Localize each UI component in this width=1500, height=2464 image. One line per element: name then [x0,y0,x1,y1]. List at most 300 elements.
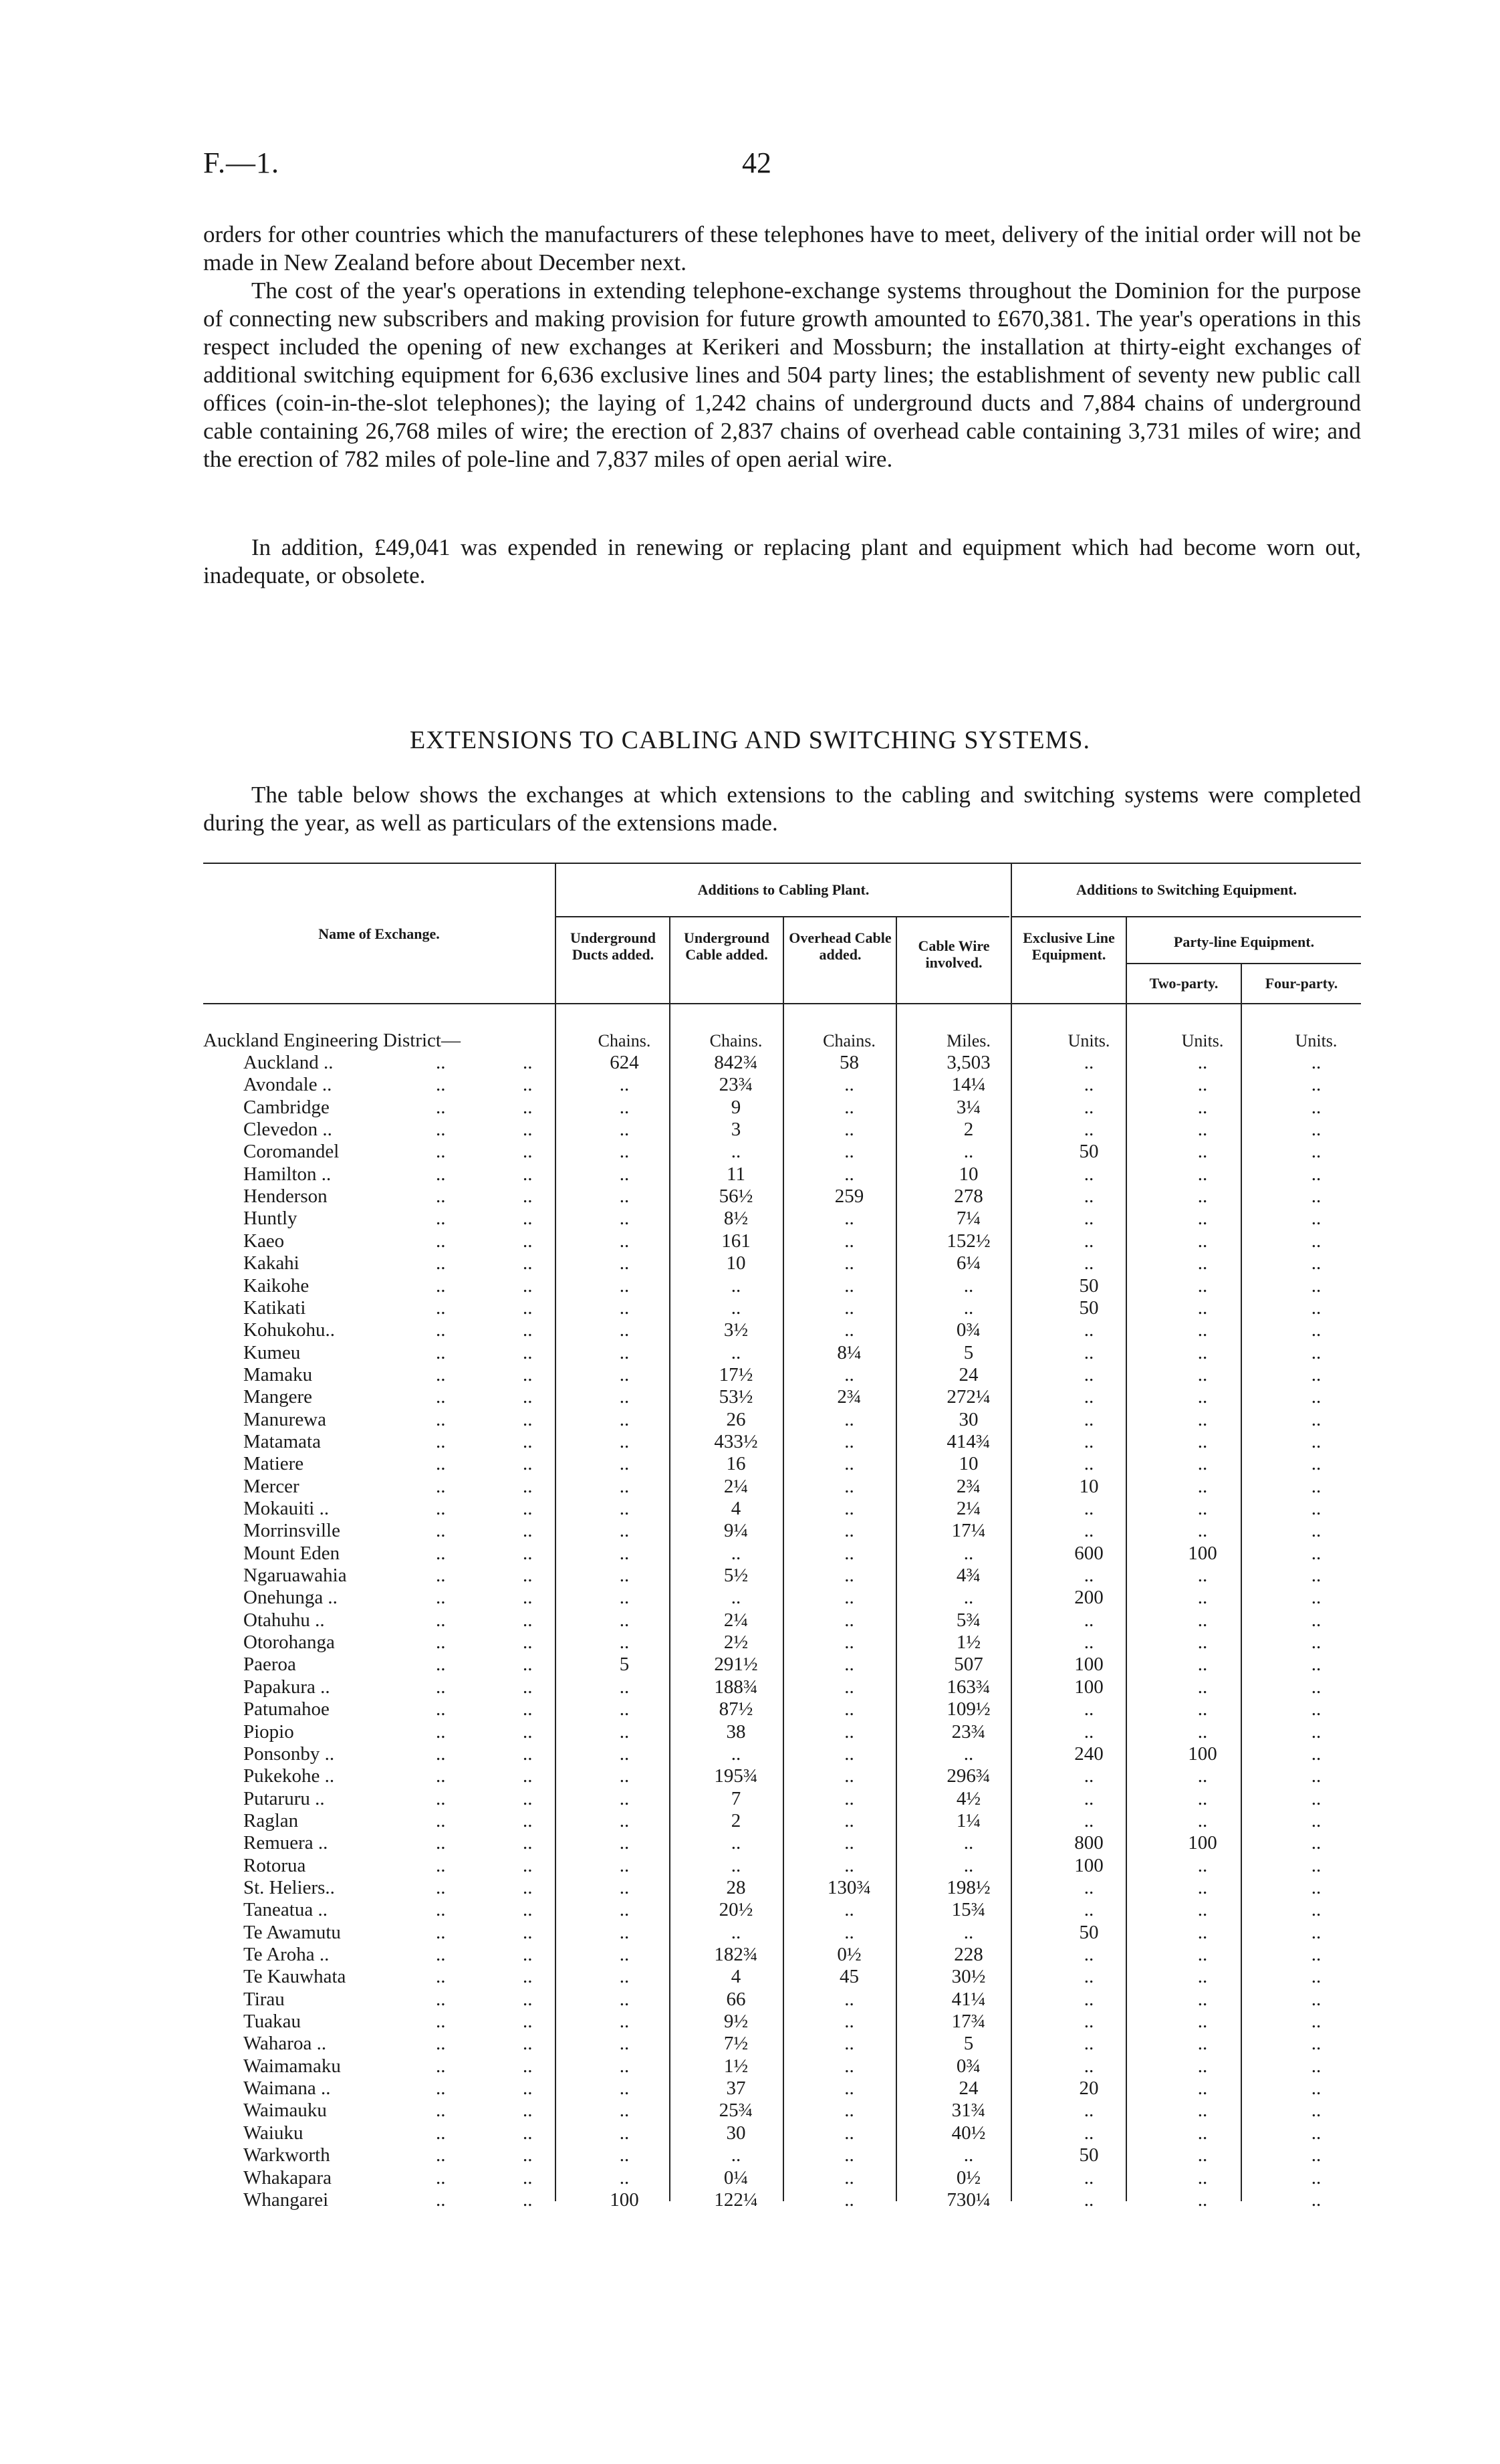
ug-cable-cell: 30 [726,2122,746,2144]
exclusive-cell: .. [1084,1386,1094,1408]
ug-cable-cell: 9¼ [723,1520,749,1542]
ducts-cell: .. [619,1274,630,1297]
leader-dots: .. [523,1119,533,1141]
oh-cable-cell: .. [844,1208,854,1230]
leader-dots: .. [436,1832,446,1854]
oh-cable-cell: .. [844,1408,854,1430]
oh-cable-cell: .. [844,2166,854,2189]
table-row [203,1409,1361,1431]
unit-label: Chains. [823,1031,876,1050]
ug-cable-cell: 188¾ [714,1676,758,1698]
four-party-cell: .. [1311,1944,1322,1965]
exclusive-cell: 100 [1074,1854,1104,1876]
leader-dots: .. [523,2055,533,2077]
wire-cell: 2¼ [956,1498,981,1519]
leader-dots: .. [523,1809,533,1831]
wire-cell: 0¾ [956,1319,981,1341]
two-party-cell: .. [1197,1430,1208,1452]
exchange-name: Hamilton .. [243,1163,332,1185]
leader-dots: .. [436,2166,446,2189]
leader-dots: .. [523,1274,533,1297]
wire-cell: 228 [954,1944,983,1965]
ug-cable-cell: .. [731,1921,741,1943]
exclusive-cell: 50 [1079,1297,1099,1319]
leader-dots: .. [523,1052,533,1073]
wire-cell: 2 [963,1119,974,1141]
exclusive-cell: .. [1084,1609,1094,1631]
leader-dots: .. [523,1408,533,1430]
leader-dots: .. [436,1609,446,1631]
oh-cable-cell: 8¼ [837,1341,862,1363]
header-two-party: Two-party. [1149,975,1219,992]
exclusive-cell: .. [1084,1698,1094,1720]
exclusive-cell: .. [1084,1252,1094,1274]
ug-cable-cell: 0¼ [723,2166,749,2189]
unit-label: Units. [1295,1031,1338,1050]
exchange-name: Mokauiti .. [243,1498,330,1519]
ducts-cell: .. [619,1119,630,1141]
ug-cable-cell: 4 [731,1498,741,1519]
wire-cell: 23¾ [951,1720,986,1743]
leader-dots: .. [436,1208,446,1230]
two-party-cell: .. [1197,1096,1208,1118]
leader-dots: .. [523,1944,533,1965]
exchange-name: Putaruru .. [243,1787,325,1809]
table-row [203,1587,1361,1609]
four-party-cell: .. [1311,2189,1322,2211]
two-party-cell: .. [1197,1341,1208,1363]
ducts-cell: .. [619,2122,630,2144]
exclusive-cell: .. [1084,1186,1094,1208]
ducts-cell: .. [619,1520,630,1542]
two-party-cell: .. [1197,1587,1208,1609]
ducts-cell: .. [619,1319,630,1341]
ducts-cell: .. [619,1966,630,1988]
ducts-cell: .. [619,1252,630,1274]
four-party-cell: .. [1311,1632,1322,1654]
two-party-cell: .. [1197,2122,1208,2144]
ducts-cell: .. [619,2144,630,2166]
wire-cell: 152½ [947,1230,991,1252]
exchange-name: Mount Eden [243,1542,340,1564]
exchange-name: Te Awamutu [243,1921,341,1943]
exclusive-cell: .. [1084,1052,1094,1073]
wire-cell: 730¼ [947,2189,991,2211]
table-row [203,1476,1361,1498]
two-party-cell: .. [1197,1186,1208,1208]
leader-dots: .. [523,1453,533,1475]
exclusive-cell: 100 [1074,1654,1104,1676]
four-party-cell: .. [1311,1698,1322,1720]
ducts-cell: .. [619,1230,630,1252]
wire-cell: .. [963,1274,974,1297]
oh-cable-cell: .. [844,1363,854,1385]
table-row [203,1141,1361,1163]
leader-dots: .. [436,1787,446,1809]
ducts-cell: .. [619,1408,630,1430]
paragraph-continuation: orders for other countries which the manufacturers of these telephones have to meet, delivery of the initial order will not be made in New Zealand before about December next. [203,221,1361,275]
leader-dots: .. [523,1609,533,1631]
table-row [203,1074,1361,1096]
table-row [203,1297,1361,1319]
wire-cell: .. [963,1587,974,1609]
two-party-cell: .. [1197,1052,1208,1073]
exclusive-cell: 50 [1079,1921,1099,1943]
leader-dots: .. [523,1520,533,1542]
leader-dots: .. [436,1141,446,1163]
table-row [203,1052,1361,1074]
exclusive-cell: 10 [1079,1475,1099,1497]
wire-cell: 507 [954,1654,983,1676]
four-party-cell: .. [1311,1208,1322,1230]
wire-cell: 163¾ [947,1676,991,1698]
ug-cable-cell: 87½ [719,1698,753,1720]
exclusive-cell: .. [1084,2011,1094,2033]
leader-dots: .. [436,1230,446,1252]
table-row [203,2100,1361,2122]
four-party-cell: .. [1311,1430,1322,1452]
ug-cable-cell: 161 [721,1230,751,1252]
leader-dots: .. [436,1876,446,1898]
oh-cable-cell: .. [844,2100,854,2122]
four-party-cell: .. [1311,1386,1322,1408]
two-party-cell: .. [1197,1230,1208,1252]
oh-cable-cell: .. [844,1743,854,1765]
two-party-cell: .. [1197,1520,1208,1542]
exchange-name: Piopio [243,1720,294,1743]
leader-dots: .. [436,1363,446,1385]
table-row [203,1676,1361,1698]
oh-cable-cell: .. [844,1854,854,1876]
exchange-name: Warkworth [243,2144,330,2166]
leader-dots: .. [523,1230,533,1252]
exclusive-cell: .. [1084,1520,1094,1542]
section-intro: The table below shows the exchanges at which extensions to the cabling and switching systems were completed during the year, as well as particulars of the extensions made. [203,782,1361,836]
four-party-cell: .. [1311,1119,1322,1141]
ug-cable-cell: 66 [726,1988,746,2010]
unit-label: Units. [1068,1031,1110,1050]
four-party-cell: .. [1311,2144,1322,2166]
two-party-cell: .. [1197,1565,1208,1587]
two-party-cell: .. [1197,1386,1208,1408]
header-switching-group: Additions to Switching Equipment. [1076,881,1297,898]
table-row [203,2055,1361,2078]
four-party-cell: .. [1311,1988,1322,2010]
leader-dots: .. [523,1565,533,1587]
two-party-cell: .. [1197,2055,1208,2077]
oh-cable-cell: .. [844,1988,854,2010]
ug-cable-cell: 2¼ [723,1475,749,1497]
exclusive-cell: .. [1084,2166,1094,2189]
four-party-cell: .. [1311,1720,1322,1743]
ducts-cell: .. [619,1743,630,1765]
two-party-cell: .. [1197,1854,1208,1876]
two-party-cell: .. [1197,2144,1208,2166]
table-row [203,1364,1361,1386]
wire-cell: 40½ [951,2122,986,2144]
two-party-cell: 100 [1188,1743,1217,1765]
exclusive-cell: .. [1084,1787,1094,1809]
two-party-cell: .. [1197,1921,1208,1943]
leader-dots: .. [523,1899,533,1921]
oh-cable-cell: 130¾ [827,1876,872,1898]
two-party-cell: .. [1197,1453,1208,1475]
exchange-name: Coromandel [243,1141,340,1163]
oh-cable-cell: .. [844,1319,854,1341]
table-row [203,1520,1361,1542]
oh-cable-cell: .. [844,1274,854,1297]
ducts-cell: .. [619,1096,630,1118]
two-party-cell: .. [1197,1966,1208,1988]
wire-cell: .. [963,1832,974,1854]
four-party-cell: .. [1311,1565,1322,1587]
table-top-rule [203,863,1361,864]
wire-cell: .. [963,2144,974,2166]
ducts-cell: .. [619,1787,630,1809]
ug-cable-cell: 2½ [723,1632,749,1654]
leader-dots: .. [523,1363,533,1385]
two-party-cell: .. [1197,1141,1208,1163]
exchange-name: Tuakau [243,2011,301,2033]
exchange-name: Waimauku [243,2100,327,2122]
wire-cell: 3¼ [956,1096,981,1118]
exchange-name: Onehunga .. [243,1587,338,1609]
ducts-cell: .. [619,1430,630,1452]
ug-cable-cell: 9½ [723,2011,749,2033]
two-party-cell: .. [1197,1787,1208,1809]
leader-dots: .. [436,1542,446,1564]
leader-dots: .. [436,1632,446,1654]
ug-cable-cell: .. [731,1542,741,1564]
ducts-cell: .. [619,2166,630,2189]
ug-cable-cell: 16 [726,1453,746,1475]
wire-cell: .. [963,1854,974,1876]
ducts-cell: .. [619,1587,630,1609]
leader-dots: .. [436,1297,446,1319]
switching-group-rule [1012,916,1361,917]
exclusive-cell: .. [1084,1363,1094,1385]
four-party-cell: .. [1311,1921,1322,1943]
ducts-cell: 624 [610,1052,639,1073]
exchange-name: Pukekohe .. [243,1765,335,1787]
exchange-name: Clevedon .. [243,1119,332,1141]
wire-cell: 7¼ [956,1208,981,1230]
ducts-cell: .. [619,1988,630,2010]
table-row [203,1319,1361,1341]
ducts-cell: .. [619,1765,630,1787]
ducts-cell: .. [619,1341,630,1363]
wire-cell: 24 [959,2078,979,2100]
leader-dots: .. [436,1854,446,1876]
table-row [203,1877,1361,1899]
table-row [203,1119,1361,1141]
leader-dots: .. [523,1542,533,1564]
exclusive-cell: 20 [1079,2078,1099,2100]
oh-cable-cell: .. [844,2033,854,2055]
exchange-name: Remuera .. [243,1832,328,1854]
leader-dots: .. [436,1765,446,1787]
section-title: EXTENSIONS TO CABLING AND SWITCHING SYSTEMS. [410,726,1090,754]
leader-dots: .. [436,1386,446,1408]
oh-cable-cell: 58 [840,1052,859,1073]
leader-dots: .. [436,1274,446,1297]
exclusive-cell: .. [1084,1074,1094,1096]
leader-dots: .. [436,1587,446,1609]
exclusive-cell: .. [1084,1163,1094,1185]
two-party-cell: .. [1197,1319,1208,1341]
exclusive-cell: .. [1084,1341,1094,1363]
header-ducts: Underground Ducts added. [570,929,656,963]
ug-cable-cell: 20½ [719,1899,753,1921]
four-party-cell: .. [1311,1453,1322,1475]
four-party-cell: .. [1311,1520,1322,1542]
leader-dots: .. [436,2011,446,2033]
exchange-name: Whangarei [243,2189,329,2211]
four-party-cell: .. [1311,1475,1322,1497]
exclusive-cell: .. [1084,1565,1094,1587]
oh-cable-cell: .. [844,2055,854,2077]
leader-dots: .. [436,1966,446,1988]
leader-dots: .. [436,1052,446,1073]
oh-cable-cell: .. [844,1297,854,1319]
four-party-cell: .. [1311,1966,1322,1988]
table-row [203,1966,1361,1988]
four-party-cell: .. [1311,1876,1322,1898]
leader-dots: .. [523,1297,533,1319]
exchange-name: Waimamaku [243,2055,341,2077]
wire-cell: 6¼ [956,1252,981,1274]
ducts-cell: .. [619,1163,630,1185]
exclusive-cell: .. [1084,1944,1094,1965]
exchange-name: Cambridge [243,1096,330,1118]
ducts-cell: .. [619,1565,630,1587]
ducts-cell: .. [619,1297,630,1319]
leader-dots: .. [523,1854,533,1876]
wire-cell: 2¾ [956,1475,981,1497]
exclusive-cell: 50 [1079,1274,1099,1297]
table-row [203,1498,1361,1520]
leader-dots: .. [523,2166,533,2189]
exchange-name: Manurewa [243,1408,327,1430]
ug-cable-cell: 195¾ [714,1765,758,1787]
oh-cable-cell: .. [844,2122,854,2144]
leader-dots: .. [436,1988,446,2010]
leader-dots: .. [523,1163,533,1185]
two-party-cell: .. [1197,1163,1208,1185]
exchange-name: Waimana .. [243,2078,331,2100]
wire-cell: .. [963,1141,974,1163]
leader-dots: .. [436,1676,446,1698]
four-party-cell: .. [1311,1832,1322,1854]
ug-cable-cell: 7½ [723,2033,749,2055]
four-party-cell: .. [1311,1542,1322,1564]
exclusive-cell: .. [1084,1632,1094,1654]
table-row [203,2078,1361,2100]
four-party-cell: .. [1311,2166,1322,2189]
ug-cable-cell: 3 [731,1119,741,1141]
four-party-cell: .. [1311,1074,1322,1096]
ug-cable-cell: 23¾ [719,1074,753,1096]
four-party-cell: .. [1311,2033,1322,2055]
leader-dots: .. [523,1341,533,1363]
exchange-name: Kumeu [243,1341,301,1363]
table-row [203,1922,1361,1944]
exclusive-cell: .. [1084,1453,1094,1475]
leader-dots: .. [523,1096,533,1118]
ducts-cell: .. [619,1453,630,1475]
oh-cable-cell: .. [844,1632,854,1654]
paragraph-cost: The cost of the year's operations in extending telephone-exchange systems throughout the Dominion for the purpose of connecting new subscribers and making provision for future growth amounted to £670,381. The year's operations in this respect included the opening of new exchanges at Kerikeri and Mossburn; the installation at thirty-eight exchanges of additional switching equipment for 6,636 exclusive lines and 504 party lines; the establishment of seventy new public call offices (coin-in-the-slot telephones); the laying of 1,242 chains of underground ducts and 7,884 chains of underground cable containing 26,768 miles of wire; the erection of 2,837 chains of overhead cable containing 3,731 miles of wire; and the erection of 782 miles of pole-line and 7,837 miles of open aerial wire. [203,277,1361,472]
ducts-cell: .. [619,2078,630,2100]
wire-cell: 0¾ [956,2055,981,2077]
ug-cable-cell: .. [731,2144,741,2166]
ug-cable-cell: 37 [726,2078,746,2100]
exchange-name: Avondale .. [243,1074,332,1096]
table-row [203,1765,1361,1787]
leader-dots: .. [436,1520,446,1542]
exclusive-cell: .. [1084,1720,1094,1743]
ducts-cell: .. [619,1363,630,1385]
ug-cable-cell: .. [731,1274,741,1297]
oh-cable-cell: .. [844,1230,854,1252]
oh-cable-cell: .. [844,2144,854,2166]
four-party-cell: .. [1311,1341,1322,1363]
ducts-cell: .. [619,1676,630,1698]
wire-cell: 14¼ [951,1074,986,1096]
two-party-cell: .. [1197,1654,1208,1676]
four-party-cell: .. [1311,1274,1322,1297]
leader-dots: .. [436,1565,446,1587]
two-party-cell: .. [1197,2078,1208,2100]
oh-cable-cell: .. [844,1587,854,1609]
two-party-cell: .. [1197,1363,1208,1385]
table-row [203,1899,1361,1921]
leader-dots: .. [436,1252,446,1274]
exchange-name: Katikati [243,1297,306,1319]
oh-cable-cell: .. [844,1453,854,1475]
table-row [203,2144,1361,2166]
oh-cable-cell: .. [844,1899,854,1921]
ducts-cell: .. [619,1141,630,1163]
ug-cable-cell: .. [731,1743,741,1765]
two-party-cell: .. [1197,1208,1208,1230]
leader-dots: .. [436,1921,446,1943]
leader-dots: .. [523,1743,533,1765]
wire-cell: 17¾ [951,2011,986,2033]
leader-dots: .. [523,1475,533,1497]
table-row [203,1386,1361,1408]
leader-dots: .. [523,1676,533,1698]
unit-label: Units. [1181,1031,1224,1050]
four-party-cell: .. [1311,1787,1322,1809]
table-row [203,1832,1361,1854]
table-row [203,1698,1361,1720]
four-party-cell: .. [1311,1609,1322,1631]
two-party-cell: .. [1197,1698,1208,1720]
ducts-cell: .. [619,1074,630,1096]
table-row [203,2189,1361,2211]
wire-cell: 278 [954,1186,983,1208]
party-group-rule [1126,963,1361,964]
ducts-cell: .. [619,1921,630,1943]
exclusive-cell: 600 [1074,1542,1104,1564]
oh-cable-cell: .. [844,1698,854,1720]
wire-cell: 1¼ [956,1809,981,1831]
ug-cable-cell: 4 [731,1966,741,1988]
ug-cable-cell: 26 [726,1408,746,1430]
ducts-cell: .. [619,1854,630,1876]
oh-cable-cell: 2¾ [837,1386,862,1408]
